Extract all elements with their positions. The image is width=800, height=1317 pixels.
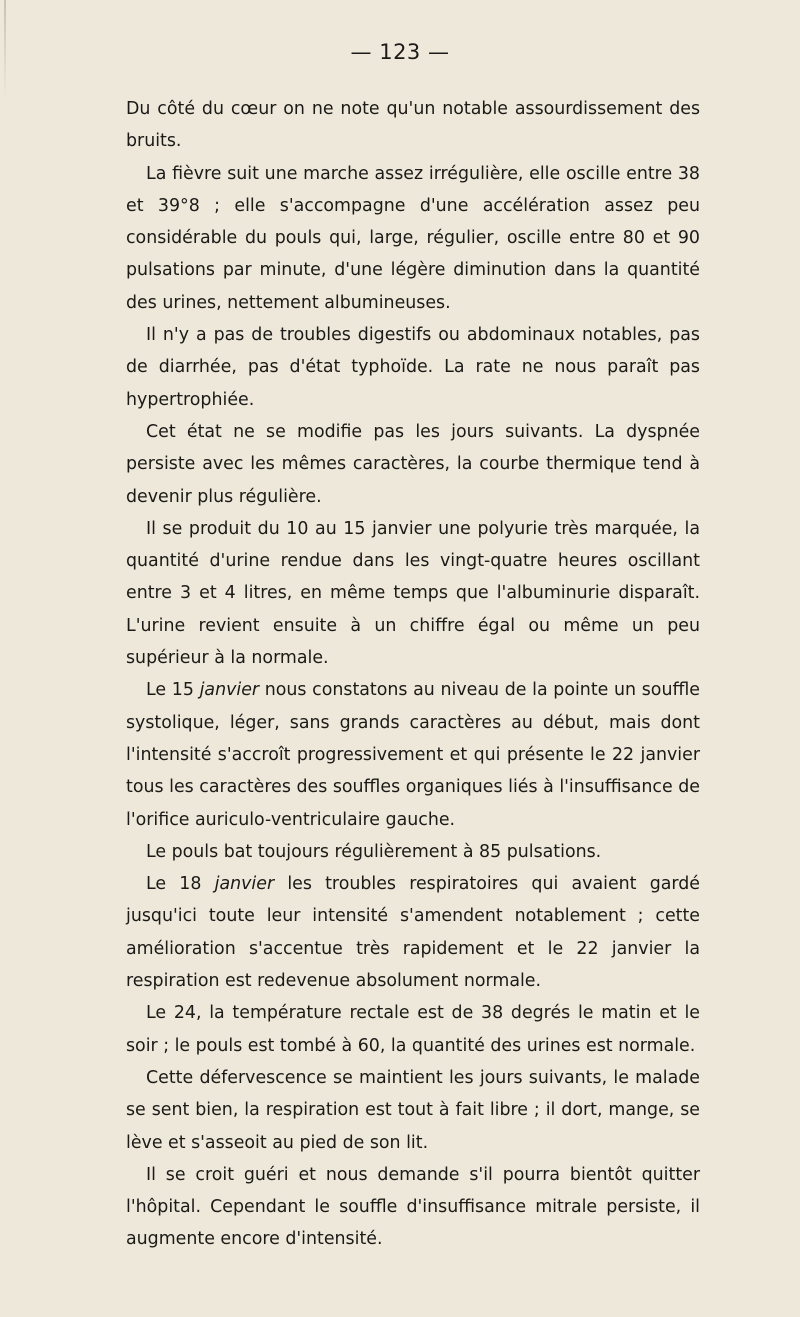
paragraph-15-lead: Le 15 xyxy=(146,680,200,701)
paragraph-18-janvier xyxy=(126,868,700,997)
body-text xyxy=(126,93,700,1256)
paragraph-pouls: Le pouls bat toujours régulièrement à 85 pulsations. xyxy=(146,841,602,862)
paragraph-defervescence: Cette défervescence se maintient les jours suivants, le malade se sent bien, la respiration est tout à fait libre ; il dort, mange, se lève et s'asseoit au pied de son lit. xyxy=(126,1067,700,1153)
paragraph-etat-stable: Cet état ne se modifie pas les jours suivants. La dyspnée persiste avec les mêmes caractères, la courbe thermique tend à devenir plus régulière. xyxy=(126,421,700,507)
paragraph-18-rest: les troubles respiratoires qui avaient gardé jusqu'ici toute leur intensité s'amendent notablement ; cette amélioration s'accentue très rapidement et le 22 janvier la respiration est redevenue absolument normale. xyxy=(126,874,700,992)
paragraph-troubles-digestifs: Il n'y a pas de troubles digestifs ou abdominaux notables, pas de diarrhée, pas d'état typhoïde. La rate ne nous paraît pas hypertrophiée. xyxy=(126,325,700,410)
paragraph-coeur: Du côté du cœur on ne note qu'un notable assourdissement des bruits. xyxy=(126,99,700,152)
paragraph-15-rest: nous constatons au niveau de la pointe un souffle systolique, léger, sans grands caractères au début, mais dont l'intensité s'accroît progressivement et qui présente le 22 janvier tous les caractères des souffles organiques liés à l'insuffisance de l'orifice auriculo-ventriculaire gauche. xyxy=(126,680,700,830)
paragraph-24-temperature: Le 24, la température rectale est de 38 degrés le matin et le soir ; le pouls est tombé à 60, la quantité des urines est normale. xyxy=(126,1003,700,1056)
paragraph-18-date: janvier xyxy=(214,874,275,895)
paragraph-15-janvier xyxy=(126,674,700,835)
paragraph-18-lead: Le 18 xyxy=(146,874,215,895)
paragraph-fievre: La fièvre suit une marche assez irrégulière, elle oscille entre 38 et 39°8 ; elle s'accompagne d'une accélération assez peu considérable du pouls qui, large, régulier, oscille entre 80 et 90 pulsations par minute, d'une légère diminution dans la quantité des urines, nettement albumineuses. xyxy=(126,163,700,313)
page-number: — 123 — xyxy=(350,40,450,64)
paragraph-polyurie: Il se produit du 10 au 15 janvier une polyurie très marquée, la quantité d'urine rendue dans les vingt-quatre heures oscillant entre 3 et 4 litres, en même temps que l'albuminurie disparaît. L'urine revient ensuite à un chiffre égal ou même un peu supérieur à la normale. xyxy=(126,518,700,669)
paragraph-gueri: Il se croit guéri et nous demande s'il pourra bientôt quitter l'hôpital. Cependant le souffle d'insuffisance mitrale persiste, il augmente encore d'intensité. xyxy=(126,1164,700,1250)
paragraph-15-date: janvier xyxy=(199,680,260,701)
